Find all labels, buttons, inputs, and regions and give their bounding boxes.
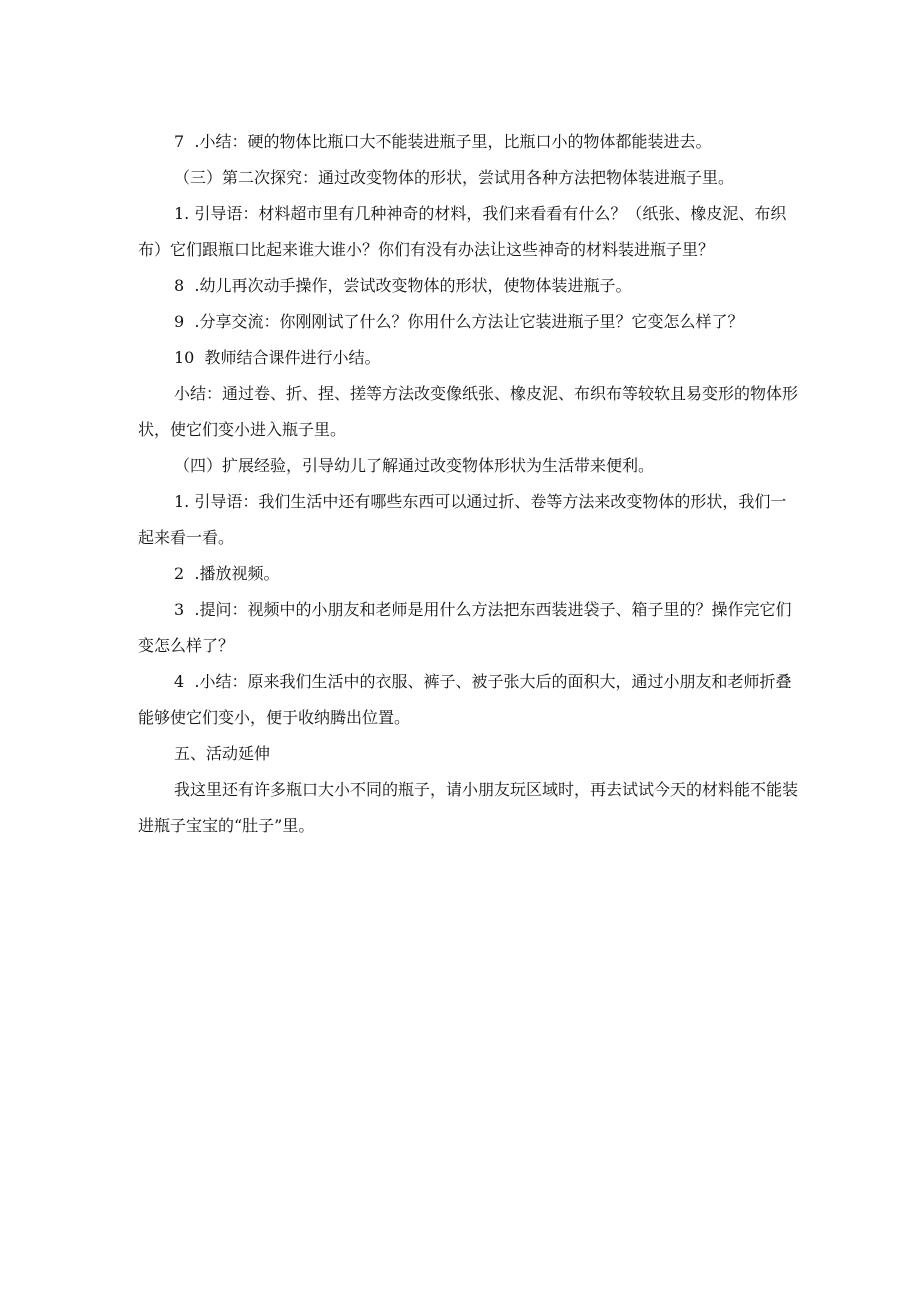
paragraph-share-9: 9 .分享交流：你刚刚试了什么？你用什么方法让它装进瓶子里？它变怎么样了？ — [174, 312, 744, 331]
document-body — [138, 124, 798, 844]
paragraph-operation-8: 8 .幼儿再次动手操作，尝试改变物体的形状，使物体装进瓶子。 — [174, 276, 632, 295]
paragraph-teacher-10: 10 教师结合课件进行小结。 — [174, 348, 381, 367]
paragraph-summary-4: 4 .小结：原来我们生活中的衣服、裤子、被子张大后的面积大，通过小朋友和老师折叠能够使它们变小，便于收纳腾出位置。 — [138, 672, 792, 727]
section-heading-3: （三）第二次探究：通过改变物体的形状，尝试用各种方法把物体装进瓶子里。 — [174, 168, 735, 187]
paragraph-guide-1b: 1. 引导语：我们生活中还有哪些东西可以通过折、卷等方法来改变物体的形状，我们一起来看一看。 — [138, 492, 787, 547]
paragraph-summary-7: 7 .小结：硬的物体比瓶口大不能装进瓶子里，比瓶口小的物体都能装进去。 — [174, 132, 712, 151]
paragraph-question-3: 3 .提问：视频中的小朋友和老师是用什么方法把东西装进袋子、箱子里的？操作完它们变怎么样了？ — [138, 600, 792, 655]
paragraph-summary: 小结：通过卷、折、捏、搓等方法改变像纸张、橡皮泥、布织布等较软且易变形的物体形状，使它们变小进入瓶子里。 — [138, 384, 799, 439]
section-heading-4: （四）扩展经验，引导幼儿了解通过改变物体形状为生活带来便利。 — [174, 456, 655, 475]
section-heading-5: 五、活动延伸 — [174, 744, 271, 763]
paragraph-video-2: 2 .播放视频。 — [174, 564, 280, 583]
paragraph-guide-1: 1. 引导语：材料超市里有几种神奇的材料，我们来看看有什么？（纸张、橡皮泥、布织布）它们跟瓶口比起来谁大谁小？你们有没有办法让这些神奇的材料装进瓶子里？ — [138, 204, 787, 259]
paragraph-extension: 我这里还有许多瓶口大小不同的瓶子，请小朋友玩区域时，再去试试今天的材料能不能装进瓶子宝宝的“肚子”里。 — [138, 780, 799, 835]
